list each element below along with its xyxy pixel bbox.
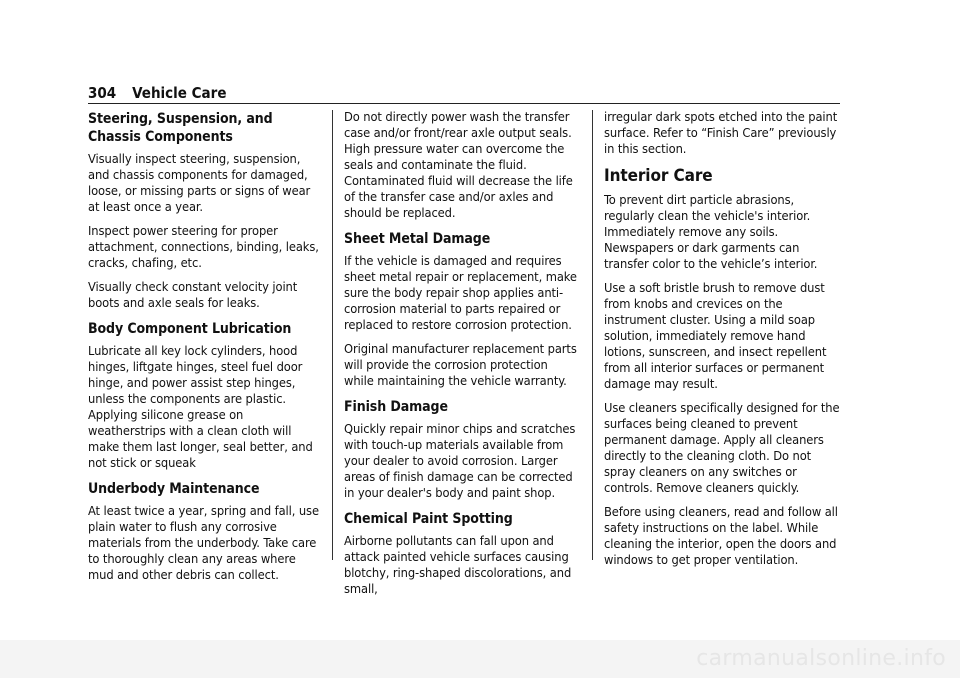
finish-damage-heading: Finish Damage [344,399,448,415]
interior-care-paragraph-3: Use cleaners specifically designed for the surfaces being cleaned to prevent permanent damage. Apply all cleaners directly to the cleaning cloth. Do not spray cleaners on any switches or controls. Remove cleaners quickly. [604,401,840,496]
chemical-spotting-paragraph: Airborne pollutants can fall upon and attack painted vehicle surfaces causing blotchy, ring-shaped discolorations, and small, [344,534,572,597]
steering-paragraph-2: Inspect power steering for proper attachment, connections, binding, leaks, cracks, chafing, etc. [88,224,319,271]
header-rule [88,103,840,104]
power-wash-paragraph: Do not directly power wash the transfer case and/or front/rear axle output seals. High pressure water can overcome the seals and contaminate the fluid. Contaminated fluid will decrease the life of the transfer case and/or axles and should be replaced. [344,110,573,221]
footer-bar [0,640,960,678]
page-header [88,82,840,104]
steering-paragraph-1: Visually inspect steering, suspension, and chassis components for damaged, loose, or missing parts or signs of wear at least once a year. [88,152,311,215]
interior-care-paragraph-1: To prevent dirt particle abrasions, regularly clean the vehicle's interior. Immediately remove any soils. Newspapers or dark garments can transfer color to the vehicle’s interior. [604,193,818,272]
chemical-spotting-continued: irregular dark spots etched into the paint surface. Refer to “Finish Care” previously in this section. [604,110,838,157]
page-number: 304 [88,84,117,102]
finish-damage-paragraph: Quickly repair minor chips and scratches with touch-up materials available from your dealer to avoid corrosion. Larger areas of finish damage can be corrected in your dealer's body and paint shop. [344,422,576,501]
watermark: carmanualsonline.info [696,646,946,671]
chemical-spotting-heading: Chemical Paint Spotting [344,511,513,527]
middle-column [344,110,580,597]
column-divider-1 [332,110,333,560]
steering-heading: Steering, Suspension, and Chassis Components [88,111,273,145]
body-lubrication-paragraph: Lubricate all key lock cylinders, hood hinges, liftgate hinges, steel fuel door hinge, and power assist step hinges, unless the components are plastic. Applying silicone grease on weatherstrips with a clean cloth will make them last longer, seal better, and not stick or squeak [88,344,313,471]
underbody-heading: Underbody Maintenance [88,481,260,497]
sheet-metal-paragraph-1: If the vehicle is damaged and requires sheet metal repair or replacement, make sure the body repair shop applies anti-corrosion material to parts repaired or replaced to restore corrosion protection. [344,254,577,333]
left-column [88,110,324,583]
section-title: Vehicle Care [132,84,227,102]
sheet-metal-heading: Sheet Metal Damage [344,231,491,247]
interior-care-heading: Interior Care [604,166,713,186]
interior-care-paragraph-2: Use a soft bristle brush to remove dust from knobs and crevices on the instrument cluster. Using a mild soap solution, immediately remove hand lotions, sunscreen, and insect repellent from all interior surfaces or permanent damage may result. [604,281,827,392]
body-lubrication-heading: Body Component Lubrication [88,321,292,337]
interior-care-paragraph-4: Before using cleaners, read and follow all safety instructions on the label. While cleaning the interior, open the doors and windows to get proper ventilation. [604,505,838,568]
steering-paragraph-3: Visually check constant velocity joint boots and axle seals for leaks. [88,280,298,311]
column-divider-2 [592,110,593,560]
underbody-paragraph: At least twice a year, spring and fall, use plain water to flush any corrosive materials from the underbody. Take care to thoroughly clean any areas where mud and other debris can collect. [88,504,319,583]
sheet-metal-paragraph-2: Original manufacturer replacement parts will provide the corrosion protection while maintaining the vehicle warranty. [344,342,577,389]
right-column [604,110,840,568]
